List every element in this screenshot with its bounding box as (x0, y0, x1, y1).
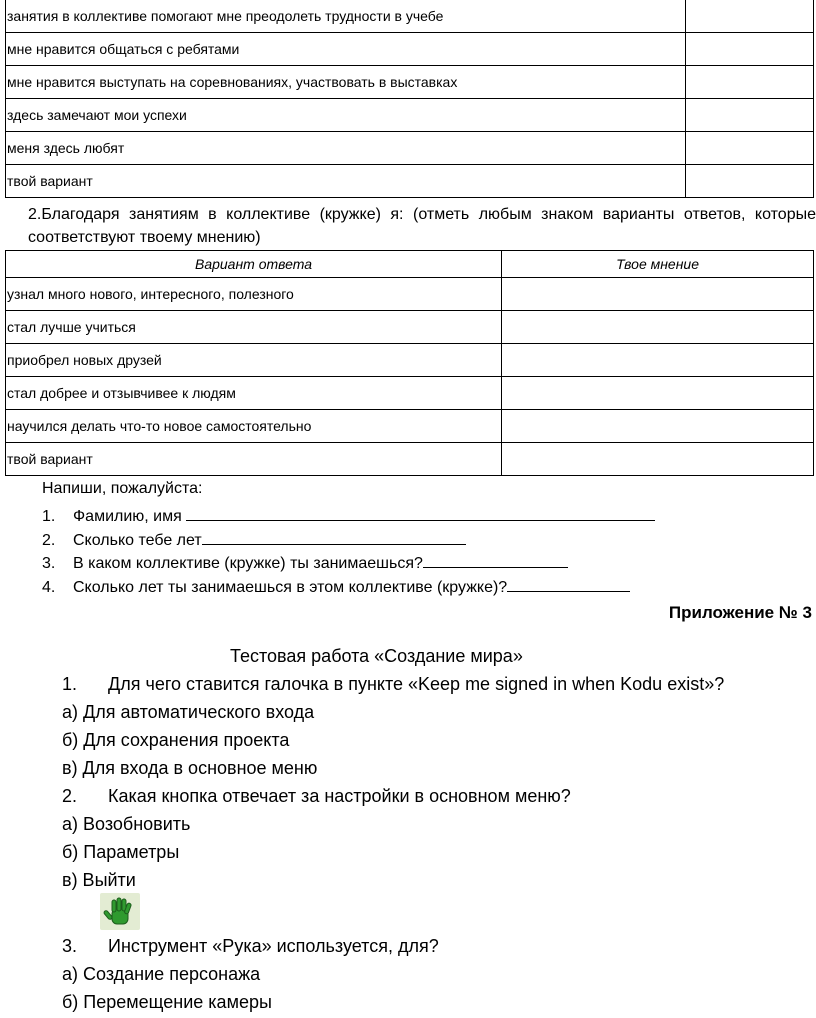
answer-line[interactable] (507, 577, 630, 592)
table-cell-statement: научился делать что-то новое самостоятельно (6, 410, 502, 443)
table-cell-statement: мне нравится общаться с ребятами (6, 33, 686, 66)
table-row (6, 165, 814, 198)
table-cell-statement: занятия в коллективе помогают мне преодолеть трудности в учебе (6, 0, 686, 33)
table-row (6, 410, 814, 443)
table-row (6, 0, 814, 33)
appendix-title: Приложение № 3 (668, 603, 812, 622)
q1-option-c[interactable]: в) Для входа в основное меню (62, 758, 318, 778)
write-intro: Напиши, пожалуйста: (42, 480, 203, 497)
table-cell-answer[interactable] (502, 410, 814, 443)
table-cell-statement: стал лучше учиться (6, 311, 502, 344)
header-answer-variant: Вариант ответа (6, 251, 502, 278)
table-cell-answer[interactable] (502, 443, 814, 476)
item-number: 1. (42, 508, 56, 525)
test-title: Тестовая работа «Создание мира» (230, 646, 523, 666)
item-text: В каком коллективе (кружке) ты занимаешься? (73, 555, 423, 572)
question-text: Для чего ставится галочка в пункте «Keep me signed in when Kodu exist»? (108, 674, 725, 694)
q1-option-b[interactable]: б) Для сохранения проекта (62, 730, 290, 750)
question-2-line-2: соответствуют твоему мнению) (28, 229, 261, 246)
table-cell-answer[interactable] (502, 377, 814, 410)
question-number: 1. (62, 674, 78, 694)
table-cell-statement: стал добрее и отзывчивее к людям (6, 377, 502, 410)
q1-option-a[interactable]: а) Для автоматического входа (62, 702, 315, 722)
item-number: 3. (42, 555, 56, 572)
table-row (6, 33, 814, 66)
interests-table (5, 0, 814, 198)
item-text: Фамилию, имя (73, 508, 187, 525)
table-row (6, 311, 814, 344)
table-row (6, 99, 814, 132)
write-item-2 (42, 530, 466, 550)
table-cell-statement: меня здесь любят (6, 132, 686, 165)
table-row (6, 66, 814, 99)
question-text: Какая кнопка отвечает за настройки в основном меню? (108, 786, 571, 806)
question-2-text (28, 203, 816, 249)
item-number: 2. (42, 532, 56, 549)
item-text: Сколько лет ты занимаешься в этом коллективе (кружке)? (73, 579, 508, 596)
table-cell-answer[interactable] (685, 99, 813, 132)
table-cell-statement: узнал много нового, интересного, полезного (6, 278, 502, 311)
question-number: 3. (62, 936, 78, 956)
hand-glyph-icon (100, 893, 140, 930)
table-cell-answer[interactable] (685, 132, 813, 165)
question-2-line-1: 2.Благодаря занятиям в коллективе (кружке) я: (отметь любым знаком варианты ответов, которые (28, 206, 816, 223)
write-item-4 (42, 577, 630, 597)
table-row (6, 443, 814, 476)
answer-line[interactable] (186, 506, 655, 521)
table-cell-answer[interactable] (685, 66, 813, 99)
table-cell-answer[interactable] (685, 0, 813, 33)
table-row (6, 377, 814, 410)
item-text: Сколько тебе лет (73, 532, 202, 549)
question-number: 2. (62, 786, 78, 806)
table-row (6, 132, 814, 165)
table-cell-answer[interactable] (502, 278, 814, 311)
table-cell-statement: твой вариант (6, 165, 686, 198)
table-row (6, 344, 814, 377)
q2-option-b[interactable]: б) Параметры (62, 842, 180, 862)
table-cell-answer[interactable] (502, 344, 814, 377)
table-cell-statement: мне нравится выступать на соревнованиях, участвовать в выставках (6, 66, 686, 99)
table-cell-answer[interactable] (685, 33, 813, 66)
q3-option-a[interactable]: а) Создание персонажа (62, 964, 261, 984)
question-2 (62, 786, 571, 807)
header-your-opinion: Твое мнение (502, 251, 814, 278)
question-text: Инструмент «Рука» используется, для? (108, 936, 439, 956)
table-cell-statement: здесь замечают мои успехи (6, 99, 686, 132)
table-row (6, 278, 814, 311)
write-item-3 (42, 553, 568, 573)
question-1 (62, 674, 724, 695)
answer-line[interactable] (202, 530, 466, 545)
write-item-1 (42, 506, 655, 526)
table-cell-statement: твой вариант (6, 443, 502, 476)
hand-tool-icon (100, 893, 140, 930)
q2-option-c[interactable]: в) Выйти (62, 870, 136, 890)
q2-option-a[interactable]: а) Возобновить (62, 814, 191, 834)
q3-option-b[interactable]: б) Перемещение камеры (62, 992, 272, 1012)
answer-line[interactable] (423, 553, 568, 568)
table-cell-statement: приобрел новых друзей (6, 344, 502, 377)
table-header-row (6, 251, 814, 278)
outcomes-table (5, 250, 814, 476)
table-cell-answer[interactable] (685, 165, 813, 198)
table-cell-answer[interactable] (502, 311, 814, 344)
item-number: 4. (42, 579, 56, 596)
question-3 (62, 936, 439, 957)
